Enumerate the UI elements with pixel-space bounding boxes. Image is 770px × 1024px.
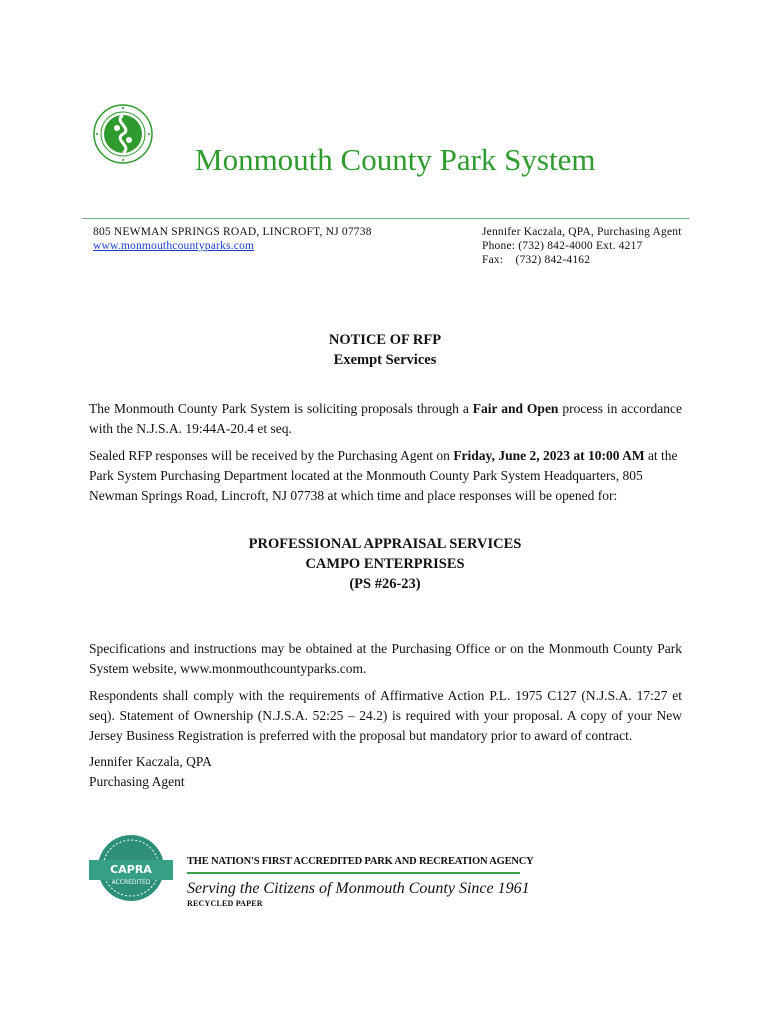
service-name: PROFESSIONAL APPRAISAL SERVICES — [248, 536, 522, 552]
notice-subtitle: Exempt Services — [333, 352, 437, 368]
vendor-name: CAMPO ENTERPRISES — [305, 556, 465, 572]
footer-tagline: THE NATION'S FIRST ACCREDITED PARK AND RECREATION AGENCY — [187, 856, 534, 867]
signature-title: Purchasing Agent — [89, 774, 185, 789]
address-line: 805 NEWMAN SPRINGS ROAD, LINCROFT, NJ 07738 — [93, 226, 372, 238]
intro-text: The Monmouth County Park System is soliciting proposals through a — [89, 401, 473, 416]
header-divider — [82, 218, 689, 219]
contact-phone: Phone: (732) 842-4000 Ext. 4217 — [482, 240, 643, 252]
capra-sub: ACCREDITED — [111, 879, 151, 886]
service-title-block — [0, 534, 770, 594]
signature-block — [89, 752, 212, 792]
capra-label: CAPRA — [110, 863, 152, 876]
intro-text-end: process in accordance with the N.J.S.A. 19:44A-20.4 et seq. — [89, 401, 682, 436]
intro-bold: Fair and Open — [472, 401, 559, 416]
notice-title: NOTICE OF RFP — [328, 332, 442, 348]
contact-name: Jennifer Kaczala, QPA, Purchasing Agent — [482, 226, 682, 238]
rfp-number: (PS #26-23) — [349, 576, 421, 592]
notice-title-block — [0, 330, 770, 370]
recycled-paper-note: RECYCLED PAPER — [187, 899, 263, 908]
footer-divider — [187, 872, 520, 874]
deadline-text: Sealed RFP responses will be received by the Purchasing Agent on — [89, 448, 454, 463]
signature-name: Jennifer Kaczala, QPA — [89, 754, 212, 769]
footer-motto: Serving the Citizens of Monmouth County Since 1961 — [187, 880, 530, 897]
intro-paragraph — [89, 399, 682, 439]
org-name-heading: Monmouth County Park System — [195, 142, 596, 177]
capra-accredited-badge — [89, 833, 173, 903]
contact-fax: Fax: (732) 842-4162 — [482, 254, 591, 266]
deadline-date: Friday, June 2, 2023 at 10:00 AM — [453, 448, 645, 463]
website-link[interactable]: www.monmouthcountyparks.com — [93, 240, 255, 252]
address-block — [93, 225, 372, 253]
park-system-seal-logo — [93, 104, 153, 164]
deadline-text-end: at the Park System Purchasing Department located at the Monmouth County Park System Headquarters, 805 Newman Springs Road, Lincroft, NJ 07738 at which time and place responses will be opened for: — [89, 448, 678, 503]
deadline-paragraph — [89, 446, 682, 506]
contact-block — [482, 225, 682, 267]
specifications-paragraph: Specifications and instructions may be obtained at the Purchasing Office or on the Monmouth County Park System website, www.monmouthcountyparks.com. — [89, 641, 682, 676]
compliance-paragraph: Respondents shall comply with the requirements of Affirmative Action P.L. 1975 C127 (N.J.S.A. 17:27 et seq). Statement of Ownership (N.J.S.A. 52:25 – 24.2) is required with your proposal. A copy of your New Jersey Business Registration is preferred with the proposal but mandatory prior to award of contract. — [89, 688, 682, 743]
